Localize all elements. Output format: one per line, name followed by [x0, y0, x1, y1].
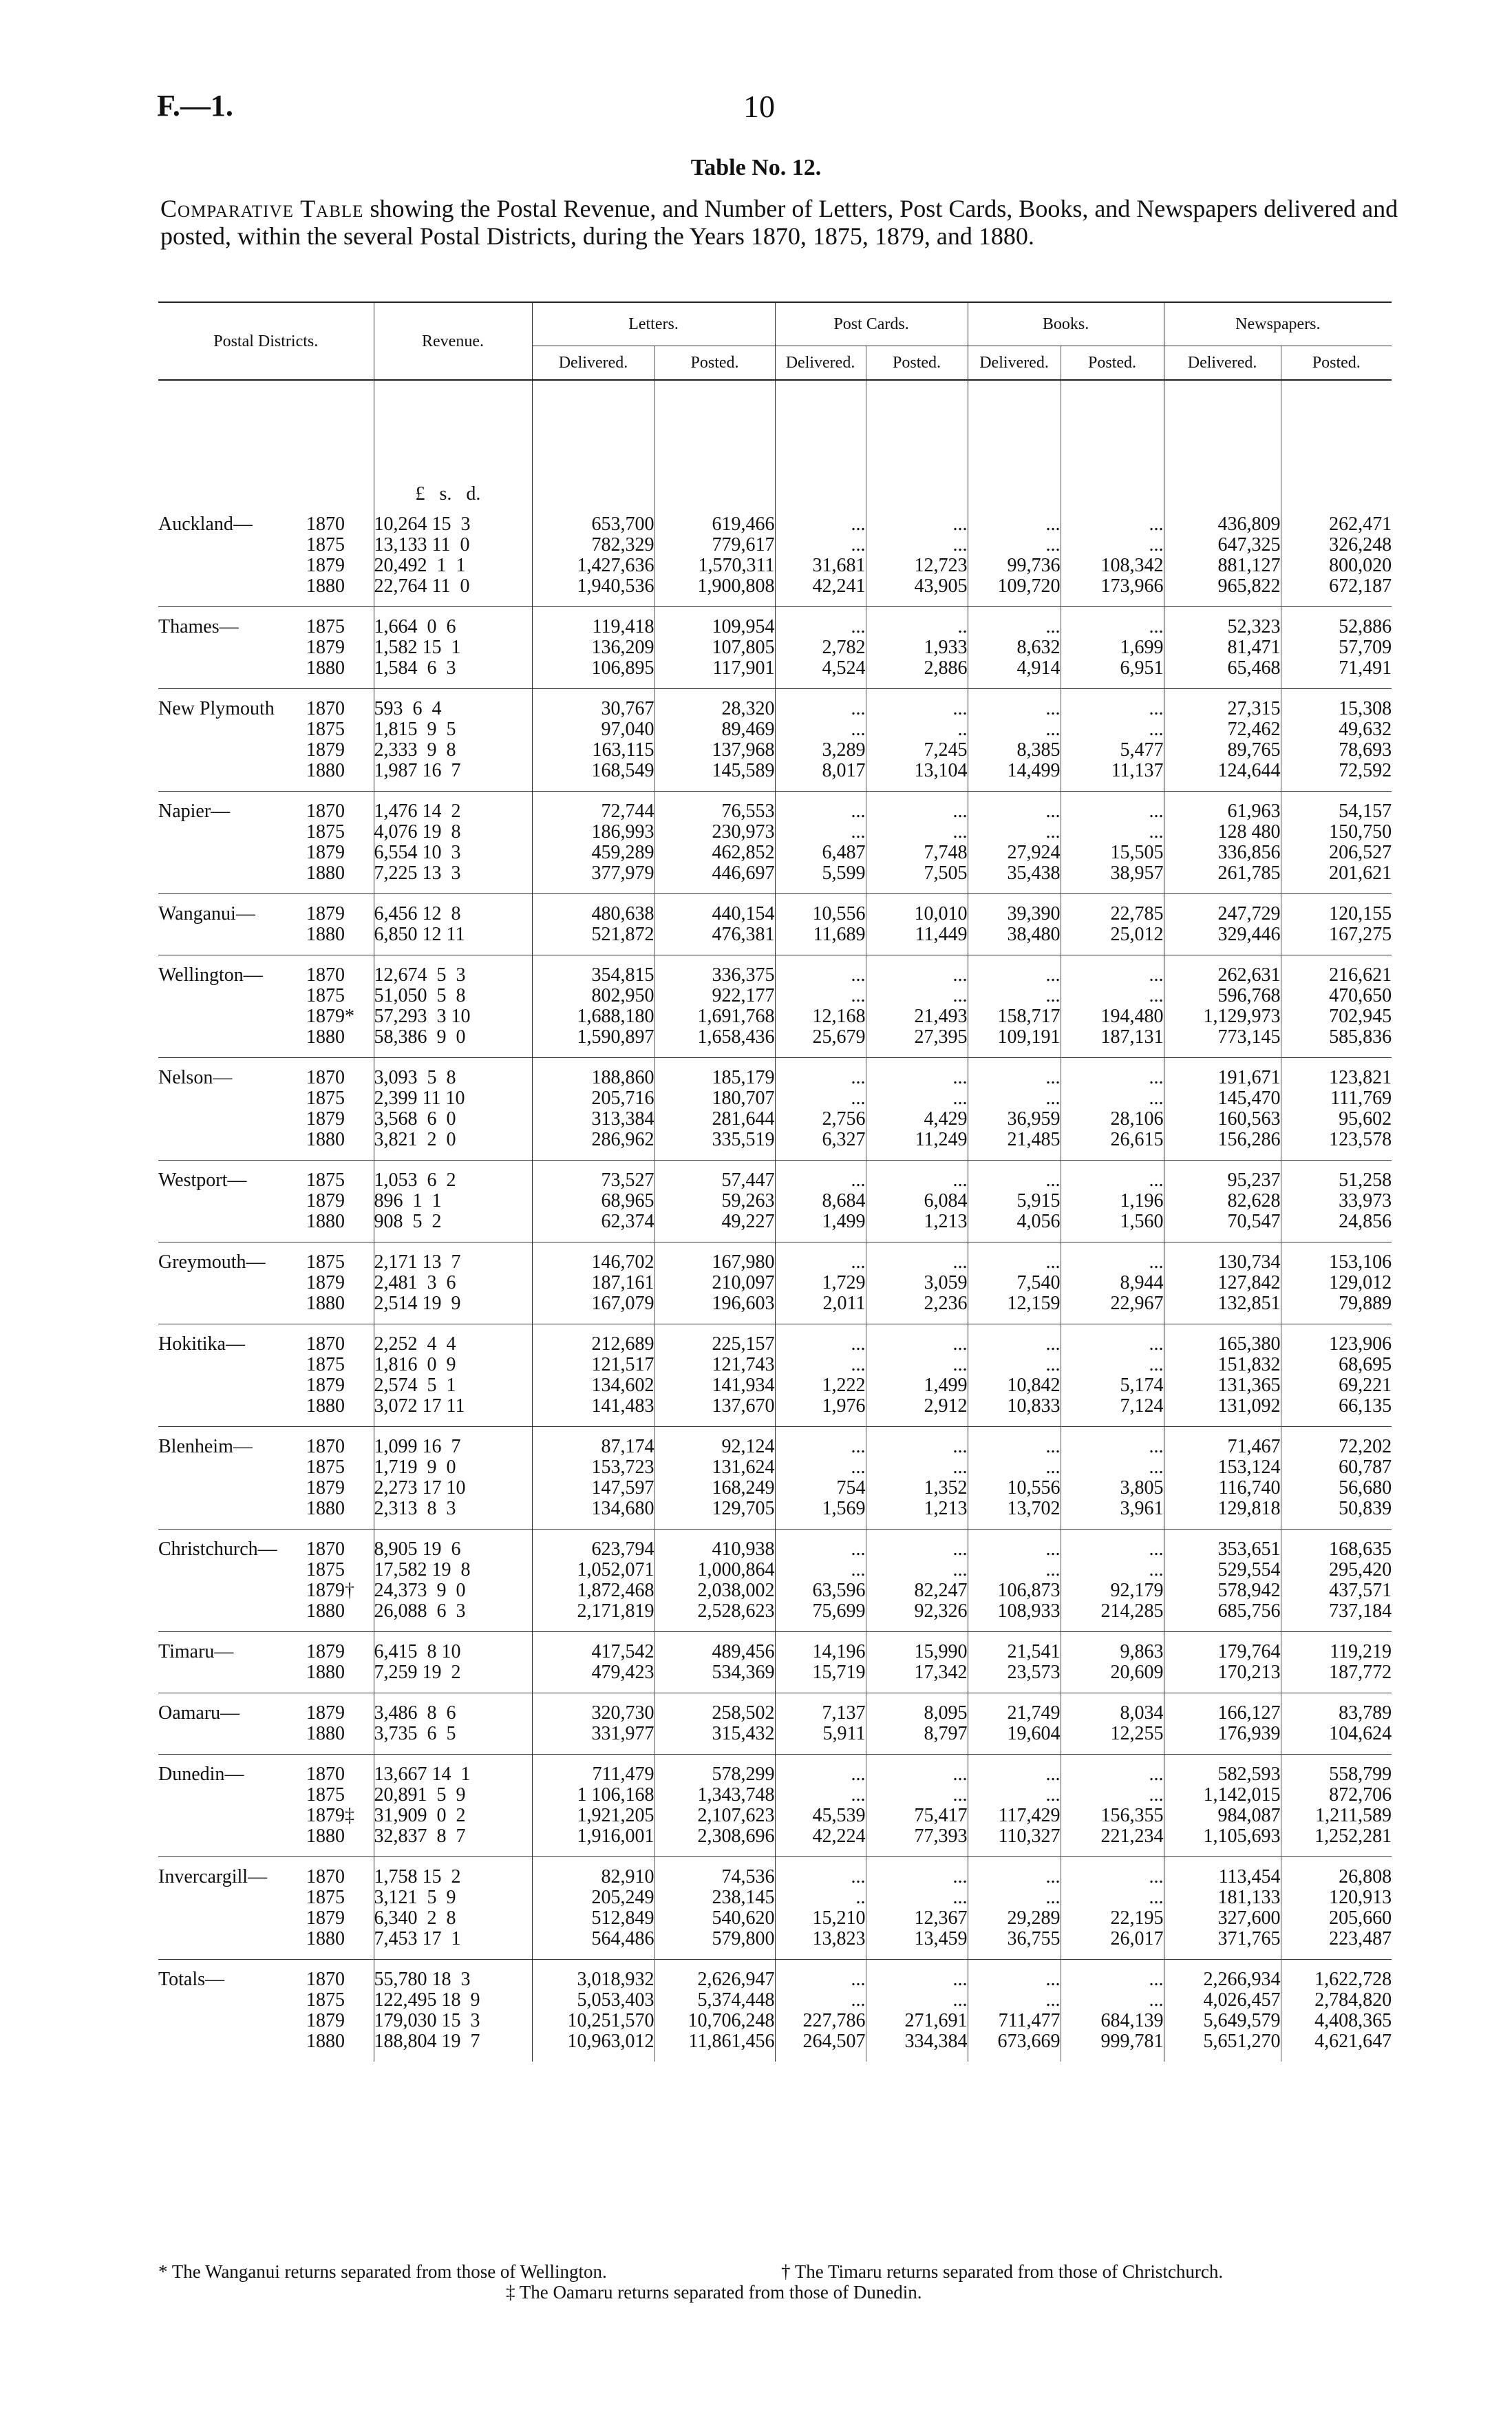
table-row [158, 1427, 1392, 1530]
books-posted-cell: 8,034 12,255 [1061, 1693, 1164, 1755]
table-row [158, 955, 1392, 1058]
district-years: 1875 1879 1880 [306, 616, 345, 679]
district-cell [158, 1530, 374, 1632]
books-posted-cell: ... 1,196 1,560 [1061, 1161, 1164, 1242]
revenue-cell: 6,456 12 8 6,850 12 11 [374, 894, 532, 955]
district-years: 1870 1875 1879 1880 [306, 1969, 345, 2052]
table-row [158, 1755, 1392, 1857]
books-posted-cell: ... ... 92,179 214,285 [1061, 1530, 1164, 1632]
books-posted-cell: ... ... 3,805 3,961 [1061, 1427, 1164, 1530]
revenue-cell: 10,264 15 3 13,133 11 0 20,492 1 1 22,764 11 0 [374, 505, 532, 607]
table-row [158, 1632, 1392, 1693]
news-posted-cell: 52,886 57,709 71,491 [1281, 607, 1392, 689]
books-delivered-cell: ... 5,915 4,056 [968, 1161, 1061, 1242]
cards-delivered-cell: ... ... 12,168 25,679 [775, 955, 866, 1058]
news-posted-cell: 54,157 150,750 206,527 201,621 [1281, 792, 1392, 894]
news-posted-cell: 120,155 167,275 [1281, 894, 1392, 955]
books-posted-cell: ... ... 108,342 173,966 [1061, 505, 1164, 607]
district-years: 1870 1875 1879 1880 [306, 698, 345, 781]
news-delivered-cell: 262,631 596,768 1,129,973 773,145 [1164, 955, 1281, 1058]
district-name: Totals— [158, 1969, 225, 1990]
news-delivered-cell: 582,593 1,142,015 984,087 1,105,693 [1164, 1755, 1281, 1857]
revenue-cell: 2,171 13 7 2,481 3 6 2,514 19 9 [374, 1242, 532, 1324]
district-name: Westport— [158, 1170, 247, 1191]
cards-delivered-cell: ... .. 15,210 13,823 [775, 1857, 866, 1960]
district-years: 1870 1875 1879‡ 1880 [306, 1764, 354, 1847]
cards-posted-cell: .. 1,933 2,886 [866, 607, 968, 689]
news-posted-cell: 26,808 120,913 205,660 223,487 [1281, 1857, 1392, 1960]
revenue-cell: 6,415 8 10 7,259 19 2 [374, 1632, 532, 1693]
letters-delivered-cell: 354,815 802,950 1,688,180 1,590,897 [532, 955, 654, 1058]
letters-posted-cell: 167,980 210,097 196,603 [654, 1242, 775, 1324]
books-posted-cell: ... ... 28,106 26,615 [1061, 1058, 1164, 1161]
revenue-cell: 2,252 4 4 1,816 0 9 2,574 5 1 3,072 17 11 [374, 1324, 532, 1427]
district-cell [158, 505, 374, 607]
table-row [158, 894, 1392, 955]
letters-posted-cell: 258,502 315,432 [654, 1693, 775, 1755]
news-delivered-cell: 113,454 181,133 327,600 371,765 [1164, 1857, 1281, 1960]
cards-posted-cell: ... 6,084 1,213 [866, 1161, 968, 1242]
news-posted-cell: 51,258 33,973 24,856 [1281, 1161, 1392, 1242]
news-delivered-cell: 165,380 151,832 131,365 131,092 [1164, 1324, 1281, 1427]
books-posted-cell: ... ... 194,480 187,131 [1061, 955, 1164, 1058]
cards-posted-cell: ... ... 82,247 92,326 [866, 1530, 968, 1632]
table-row [158, 1960, 1392, 2062]
revenue-cell: 1,758 15 2 3,121 5 9 6,340 2 8 7,453 17 1 [374, 1857, 532, 1960]
cards-delivered-cell: ... ... 31,681 42,241 [775, 505, 866, 607]
letters-posted-cell: 578,299 1,343,748 2,107,623 2,308,696 [654, 1755, 775, 1857]
letters-delivered-cell: 87,174 153,723 147,597 134,680 [532, 1427, 654, 1530]
units-row [158, 380, 1392, 505]
books-posted-cell: ... 1,699 6,951 [1061, 607, 1164, 689]
district-years: 1870 1875 1879 1880 [306, 801, 345, 884]
letters-delivered-cell: 711,479 1 106,168 1,921,205 1,916,001 [532, 1755, 654, 1857]
letters-posted-cell: 225,157 121,743 141,934 137,670 [654, 1324, 775, 1427]
table-row [158, 1324, 1392, 1427]
cards-delivered-cell: 7,137 5,911 [775, 1693, 866, 1755]
news-posted-cell: 1,622,728 2,784,820 4,408,365 4,621,647 [1281, 1960, 1392, 2062]
letters-posted-cell: 619,466 779,617 1,570,311 1,900,808 [654, 505, 775, 607]
col-books-posted: Posted. [1061, 346, 1164, 381]
books-delivered-cell: ... 8,632 4,914 [968, 607, 1061, 689]
district-cell [158, 607, 374, 689]
col-cards-delivered: Delivered. [775, 346, 866, 381]
footnote-dagger: † The Timaru returns separated from those of Christchurch. [781, 2261, 1224, 2282]
cards-delivered-cell: ... 8,684 1,499 [775, 1161, 866, 1242]
page-number: 10 [743, 89, 775, 124]
books-delivered-cell: ... ... 99,736 109,720 [968, 505, 1061, 607]
footnote-double-dagger: ‡ The Oamaru returns separated from those of Dunedin. [506, 2282, 922, 2303]
district-cell [158, 955, 374, 1058]
letters-delivered-cell: 73,527 68,965 62,374 [532, 1161, 654, 1242]
col-cards-posted: Posted. [866, 346, 968, 381]
letters-posted-cell: 57,447 59,263 49,227 [654, 1161, 775, 1242]
books-delivered-cell: ... ... 27,924 35,438 [968, 792, 1061, 894]
col-letters-posted: Posted. [654, 346, 775, 381]
district-years: 1870 1875 1879* 1880 [306, 964, 354, 1048]
books-posted-cell: ... ... 5,174 7,124 [1061, 1324, 1164, 1427]
revenue-units: £ s. d. [374, 380, 532, 505]
news-posted-cell: 168,635 295,420 437,571 737,184 [1281, 1530, 1392, 1632]
col-news-delivered: Delivered. [1164, 346, 1281, 381]
cards-posted-cell: ... ... 7,748 7,505 [866, 792, 968, 894]
district-cell [158, 1632, 374, 1693]
revenue-cell: 8,905 19 6 17,582 19 8 24,373 9 0 26,088 6 3 [374, 1530, 532, 1632]
caption-text: showing the Postal Revenue, and Number of Letters, Post Cards, Books, and Newspapers delivered and posted, within the several Postal Districts, during the Years 1870, 1875, 1879, and 1880. [160, 195, 1398, 250]
district-cell [158, 1755, 374, 1857]
books-delivered-cell: ... ... 106,873 108,933 [968, 1530, 1061, 1632]
revenue-cell: 1,476 14 2 4,076 19 8 6,554 10 3 7,225 13 3 [374, 792, 532, 894]
news-delivered-cell: 27,315 72,462 89,765 124,644 [1164, 689, 1281, 792]
district-years: 1870 1875 1879 1880 [306, 1333, 345, 1417]
revenue-cell: 12,674 5 3 51,050 5 8 57,293 3 10 58,386 9 0 [374, 955, 532, 1058]
books-delivered-cell: 21,749 19,604 [968, 1693, 1061, 1755]
cards-posted-cell: ... ... 271,691 334,384 [866, 1960, 968, 2062]
letters-posted-cell: 28,320 89,469 137,968 145,589 [654, 689, 775, 792]
district-years: 1879 1880 [306, 1702, 345, 1744]
table-row [158, 792, 1392, 894]
district-years: 1870 1875 1879 1880 [306, 514, 345, 597]
news-posted-cell: 216,621 470,650 702,945 585,836 [1281, 955, 1392, 1058]
table-row [158, 689, 1392, 792]
cards-delivered-cell: ... ... 45,539 42,224 [775, 1755, 866, 1857]
books-delivered-cell: 39,390 38,480 [968, 894, 1061, 955]
postal-table [158, 301, 1392, 2062]
cards-posted-cell: ... ... 75,417 77,393 [866, 1755, 968, 1857]
cards-delivered-cell: ... ... 227,786 264,507 [775, 1960, 866, 2062]
district-cell [158, 1427, 374, 1530]
books-delivered-cell: ... ... 117,429 110,327 [968, 1755, 1061, 1857]
news-posted-cell: 123,821 111,769 95,602 123,578 [1281, 1058, 1392, 1161]
books-posted-cell: ... ... 156,355 221,234 [1061, 1755, 1164, 1857]
table-row [158, 1857, 1392, 1960]
news-delivered-cell: 179,764 170,213 [1164, 1632, 1281, 1693]
district-name: Hokitika— [158, 1333, 245, 1355]
news-delivered-cell: 95,237 82,628 70,547 [1164, 1161, 1281, 1242]
district-name: Nelson— [158, 1067, 233, 1088]
news-posted-cell: 72,202 60,787 56,680 50,839 [1281, 1427, 1392, 1530]
books-delivered-cell: ... ... 29,289 36,755 [968, 1857, 1061, 1960]
letters-delivered-cell: 480,638 521,872 [532, 894, 654, 955]
news-posted-cell: 558,799 872,706 1,211,589 1,252,281 [1281, 1755, 1392, 1857]
books-delivered-cell: ... ... 36,959 21,485 [968, 1058, 1061, 1161]
letters-delivered-cell: 212,689 121,517 134,602 141,483 [532, 1324, 654, 1427]
district-cell [158, 1242, 374, 1324]
table-row [158, 1242, 1392, 1324]
letters-posted-cell: 2,626,947 5,374,448 10,706,248 11,861,456 [654, 1960, 775, 2062]
letters-delivered-cell: 72,744 186,993 459,289 377,979 [532, 792, 654, 894]
report-code: F.—1. [157, 89, 233, 123]
col-districts: Postal Districts. [158, 302, 374, 380]
col-news-posted: Posted. [1281, 346, 1392, 381]
district-name: Greymouth— [158, 1251, 266, 1273]
district-years: 1875 1879 1880 [306, 1251, 345, 1314]
letters-posted-cell: 76,553 230,973 462,852 446,697 [654, 792, 775, 894]
books-delivered-cell: ... ... 10,842 10,833 [968, 1324, 1061, 1427]
col-letters-delivered: Delivered. [532, 346, 654, 381]
cards-delivered-cell: ... ... 6,487 5,599 [775, 792, 866, 894]
cards-delivered-cell: ... ... 63,596 75,699 [775, 1530, 866, 1632]
books-posted-cell: ... 8,944 22,967 [1061, 1242, 1164, 1324]
cards-posted-cell: ... 3,059 2,236 [866, 1242, 968, 1324]
cards-posted-cell: ... ... 1,499 2,912 [866, 1324, 968, 1427]
books-delivered-cell: ... 7,540 12,159 [968, 1242, 1061, 1324]
news-delivered-cell: 191,671 145,470 160,563 156,286 [1164, 1058, 1281, 1161]
cards-delivered-cell: ... 2,782 4,524 [775, 607, 866, 689]
letters-posted-cell: 74,536 238,145 540,620 579,800 [654, 1857, 775, 1960]
cards-posted-cell: ... ... 21,493 27,395 [866, 955, 968, 1058]
news-delivered-cell: 353,651 529,554 578,942 685,756 [1164, 1530, 1281, 1632]
cards-posted-cell: ... ... 12,723 43,905 [866, 505, 968, 607]
table-caption [160, 195, 1399, 250]
letters-posted-cell: 410,938 1,000,864 2,038,002 2,528,623 [654, 1530, 775, 1632]
letters-posted-cell: 440,154 476,381 [654, 894, 775, 955]
district-years: 1870 1875 1879 1880 [306, 1866, 345, 1949]
revenue-cell: 1,053 6 2 896 1 1 908 5 2 [374, 1161, 532, 1242]
books-delivered-cell: ... ... 711,477 673,669 [968, 1960, 1061, 2062]
letters-posted-cell: 489,456 534,369 [654, 1632, 775, 1693]
letters-delivered-cell: 82,910 205,249 512,849 564,486 [532, 1857, 654, 1960]
table-row [158, 607, 1392, 689]
books-delivered-cell: ... ... 10,556 13,702 [968, 1427, 1061, 1530]
letters-delivered-cell: 119,418 136,209 106,895 [532, 607, 654, 689]
news-delivered-cell: 130,734 127,842 132,851 [1164, 1242, 1281, 1324]
district-name: New Plymouth [158, 698, 275, 719]
cards-posted-cell: 8,095 8,797 [866, 1693, 968, 1755]
cards-delivered-cell: 14,196 15,719 [775, 1632, 866, 1693]
district-cell [158, 1693, 374, 1755]
letters-delivered-cell: 623,794 1,052,071 1,872,468 2,171,819 [532, 1530, 654, 1632]
revenue-cell: 13,667 14 1 20,891 5 9 31,909 0 2 32,837 8 7 [374, 1755, 532, 1857]
cards-posted-cell: ... .. 7,245 13,104 [866, 689, 968, 792]
district-years: 1879 1880 [306, 1641, 345, 1683]
books-posted-cell: ... ... 22,195 26,017 [1061, 1857, 1164, 1960]
news-posted-cell: 262,471 326,248 800,020 672,187 [1329, 514, 1392, 597]
district-name: Napier— [158, 801, 231, 822]
cards-delivered-cell: ... ... 3,289 8,017 [775, 689, 866, 792]
letters-posted-cell: 92,124 131,624 168,249 129,705 [654, 1427, 775, 1530]
news-delivered-cell: 71,467 153,124 116,740 129,818 [1164, 1427, 1281, 1530]
revenue-cell: 3,486 8 6 3,735 6 5 [374, 1693, 532, 1755]
district-cell [158, 689, 374, 792]
cards-delivered-cell: ... ... 754 1,569 [775, 1427, 866, 1530]
caption-lead: Comparative Table [160, 195, 364, 222]
revenue-cell: 1,664 0 6 1,582 15 1 1,584 6 3 [374, 607, 532, 689]
news-delivered-cell: 52,323 81,471 65,468 [1164, 607, 1281, 689]
news-delivered-cell: 2,266,934 4,026,457 5,649,579 5,651,270 [1164, 1960, 1281, 2062]
news-posted-cell: 119,219 187,772 [1281, 1632, 1392, 1693]
cards-posted-cell: 10,010 11,449 [866, 894, 968, 955]
books-delivered-cell: 21,541 23,573 [968, 1632, 1061, 1693]
district-name: Wanganui— [158, 903, 255, 924]
letters-delivered-cell: 3,018,932 5,053,403 10,251,570 10,963,012 [532, 1960, 654, 2062]
cards-delivered-cell: ... 1,729 2,011 [775, 1242, 866, 1324]
news-delivered-cell: 436,809 647,325 881,127 965,822 [1164, 505, 1281, 607]
cards-delivered-cell: 10,556 11,689 [775, 894, 866, 955]
table-row [158, 1530, 1392, 1632]
letters-delivered-cell: 320,730 331,977 [532, 1693, 654, 1755]
district-cell [158, 1058, 374, 1161]
col-books-delivered: Delivered. [968, 346, 1061, 381]
cards-posted-cell: ... ... 1,352 1,213 [866, 1427, 968, 1530]
col-newspapers: Newspapers. [1164, 302, 1392, 346]
revenue-cell: 1,099 16 7 1,719 9 0 2,273 17 10 2,313 8 3 [374, 1427, 532, 1530]
letters-posted-cell: 109,954 107,805 117,901 [654, 607, 775, 689]
district-name: Dunedin— [158, 1764, 244, 1785]
district-name: Timaru— [158, 1641, 234, 1662]
district-name: Oamaru— [158, 1702, 240, 1724]
revenue-cell: 55,780 18 3 122,495 18 9 179,030 15 3 188,804 19 7 [374, 1960, 532, 2062]
table-row [158, 1693, 1392, 1755]
col-books: Books. [968, 302, 1164, 346]
books-posted-cell: ... ... 5,477 11,137 [1061, 689, 1164, 792]
books-delivered-cell: ... ... 158,717 109,191 [968, 955, 1061, 1058]
district-years: 1870 1875 1879 1880 [306, 1436, 345, 1519]
news-posted-cell: 83,789 104,624 [1281, 1693, 1392, 1755]
letters-delivered-cell: 653,700 782,329 1,427,636 1,940,536 [532, 505, 654, 607]
revenue-cell: 3,093 5 8 2,399 11 10 3,568 6 0 3,821 2 0 [374, 1058, 532, 1161]
district-cell [158, 894, 374, 955]
cards-posted-cell: 15,990 17,342 [866, 1632, 968, 1693]
district-name: Wellington— [158, 964, 263, 986]
district-years: 1879 1880 [306, 903, 345, 945]
news-posted-cell: 15,308 49,632 78,693 72,592 [1281, 689, 1392, 792]
books-posted-cell: 22,785 25,012 [1061, 894, 1164, 955]
news-posted-cell: 123,906 68,695 69,221 66,135 [1281, 1324, 1392, 1427]
revenue-cell: 593 6 4 1,815 9 5 2,333 9 8 1,987 16 7 [374, 689, 532, 792]
col-revenue: Revenue. [374, 302, 532, 380]
district-years: 1870 1875 1879† 1880 [306, 1538, 354, 1622]
letters-delivered-cell: 146,702 187,161 167,079 [532, 1242, 654, 1324]
cards-delivered-cell: ... ... 2,756 6,327 [775, 1058, 866, 1161]
table-row [158, 1161, 1392, 1242]
district-name: Auckland— [158, 514, 253, 535]
district-name: Christchurch— [158, 1538, 277, 1560]
table-row [158, 505, 1392, 607]
district-cell [158, 1960, 374, 2062]
district-years: 1870 1875 1879 1880 [306, 1067, 345, 1150]
col-letters: Letters. [532, 302, 775, 346]
news-delivered-cell: 166,127 176,939 [1164, 1693, 1281, 1755]
district-cell [158, 1161, 374, 1242]
cards-posted-cell: ... ... 12,367 13,459 [866, 1857, 968, 1960]
district-cell [158, 792, 374, 894]
news-delivered-cell: 247,729 329,446 [1164, 894, 1281, 955]
cards-posted-cell: ... ... 4,429 11,249 [866, 1058, 968, 1161]
books-delivered-cell: ... ... 8,385 14,499 [968, 689, 1061, 792]
letters-delivered-cell: 30,767 97,040 163,115 168,549 [532, 689, 654, 792]
letters-posted-cell: 336,375 922,177 1,691,768 1,658,436 [654, 955, 775, 1058]
table-number: Table No. 12. [690, 155, 822, 180]
news-posted-cell: 153,106 129,012 79,889 [1281, 1242, 1392, 1324]
district-name: Invercargill— [158, 1866, 268, 1887]
table-body [158, 380, 1392, 2062]
district-cell [158, 1324, 374, 1427]
table-row [158, 1058, 1392, 1161]
books-posted-cell: ... ... 15,505 38,957 [1061, 792, 1164, 894]
col-post-cards: Post Cards. [775, 302, 968, 346]
letters-posted-cell: 185,179 180,707 281,644 335,519 [654, 1058, 775, 1161]
letters-delivered-cell: 417,542 479,423 [532, 1632, 654, 1693]
cards-delivered-cell: ... ... 1,222 1,976 [775, 1324, 866, 1427]
district-cell [158, 1857, 374, 1960]
news-delivered-cell: 61,963 128 480 336,856 261,785 [1164, 792, 1281, 894]
books-posted-cell: 9,863 20,609 [1061, 1632, 1164, 1693]
letters-delivered-cell: 188,860 205,716 313,384 286,962 [532, 1058, 654, 1161]
district-name: Blenheim— [158, 1436, 253, 1457]
footnote-star: * The Wanganui returns separated from those of Wellington. [158, 2261, 607, 2282]
district-name: Thames— [158, 616, 239, 637]
books-posted-cell: ... ... 684,139 999,781 [1061, 1960, 1164, 2062]
district-years: 1875 1879 1880 [306, 1170, 345, 1232]
